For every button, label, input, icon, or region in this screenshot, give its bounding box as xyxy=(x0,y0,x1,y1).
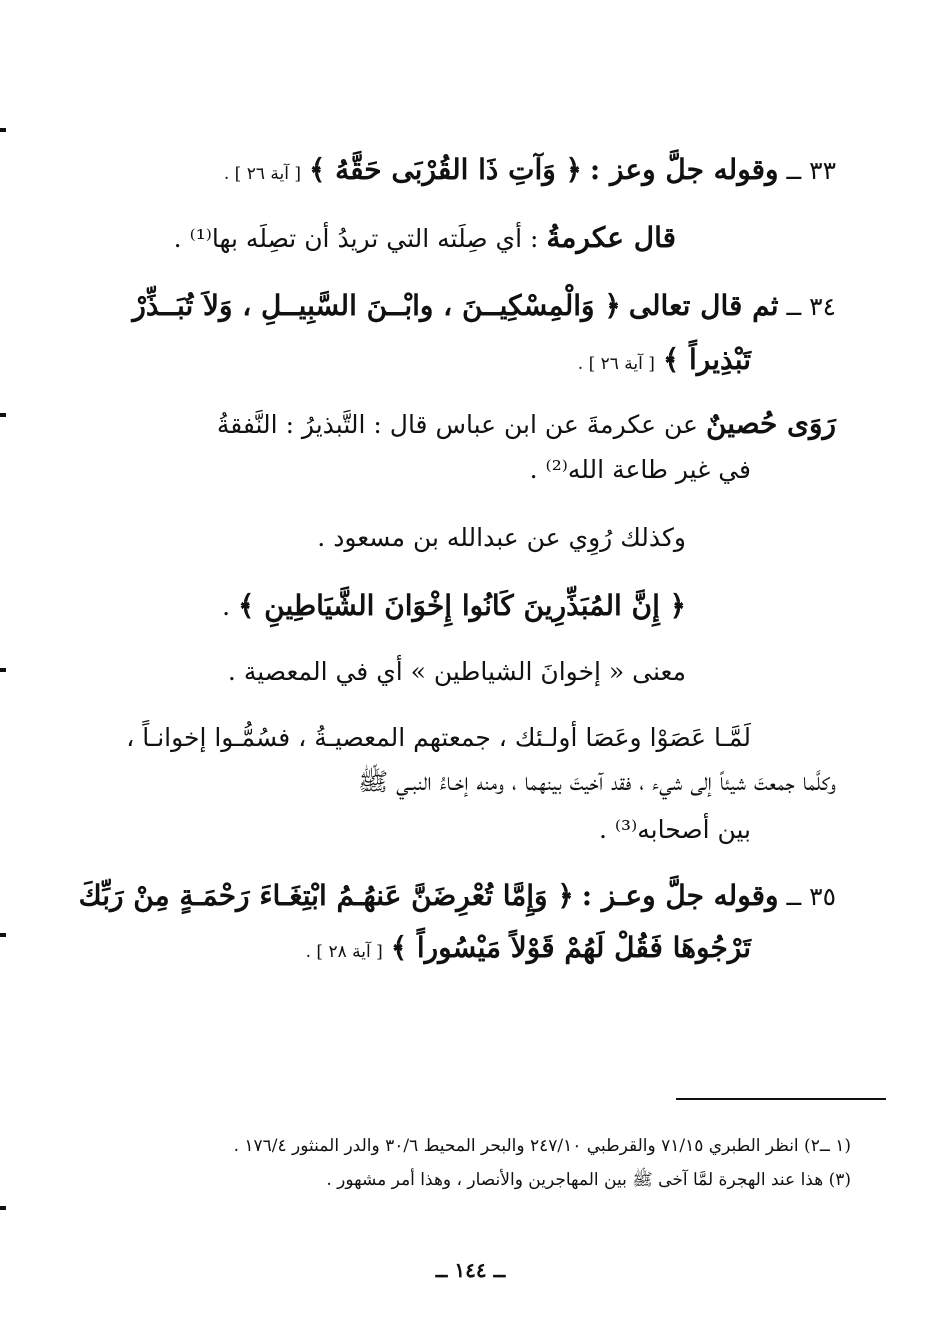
scan-edge-mark xyxy=(0,1206,6,1210)
verse-ref: [ آية ٢٨ ] . xyxy=(305,942,383,962)
husain-line xyxy=(217,404,836,445)
verse-35-line xyxy=(79,876,836,917)
commentary-text: لَمَّـا عَصَوْا وعَصَا أولـئك ، جمعتهم المعصيـةُ ، فسُمُّـوا إخوانـاً ، xyxy=(126,723,751,752)
commentary-text: في غير طاعة الله⁽²⁾ . xyxy=(529,455,751,484)
commentary-text: عن عكرمةَ عن ابن عباس قال : التَّبذيرُ : النَّفقةُ xyxy=(216,410,698,439)
quran-quote: تَرْجُوهَا فَقُلْ لَهُمْ قَوْلاً مَيْسُوراً ﴾ xyxy=(390,931,751,964)
item-number: ٣٣ ــ xyxy=(786,156,836,185)
verse-ref: [ آية ٢٦ ] . xyxy=(223,164,301,184)
lead-phrase: وقوله جلَّ وعز : xyxy=(589,153,779,186)
verse-ref: [ آية ٢٦ ] . xyxy=(577,354,655,374)
footnote-text: (١ ــ٢) انظر الطبري ٧١/١٥ والقرطبي ٢٤٧/١٠ والبحر المحيط ٣٠/٦ والدر المنثور ١٧٦/٤ . xyxy=(233,1136,851,1156)
ikrima-line xyxy=(174,218,676,259)
scan-edge-mark xyxy=(0,933,6,937)
verse-35-cont xyxy=(306,928,751,972)
lead-phrase: ثم قال تعالى xyxy=(628,289,779,322)
paragraph-line-2 xyxy=(358,762,836,802)
quran-quote: ﴿ وَالْمِسْكِيــنَ ، وابْــنَ السَّبِيــلِ ، وَلاَ تُبَــذِّرْ xyxy=(132,289,621,322)
footnote-text: (٣) هذا عند الهجرة لمَّا آخى ﷺ بين المهاجرين والأنصار ، وهذا أمر مشهور . xyxy=(326,1170,851,1190)
punctuation: . xyxy=(222,592,231,621)
footnote-rule xyxy=(676,1098,886,1100)
verse-34-line xyxy=(132,286,836,327)
commentary-text: بين أصحابه⁽³⁾ . xyxy=(599,815,751,844)
scan-edge-mark xyxy=(0,128,6,132)
commentary-text: : أي صِلَته التي تريدُ أن تصِلَه بها⁽¹⁾ . xyxy=(173,224,539,253)
quran-quote: ﴿ إِنَّ المُبَذِّرِينَ كَانُوا إِخْوَانَ الشَّيَاطِينِ ﴾ xyxy=(237,589,686,622)
lead-phrase: وقوله جلَّ وعـز : xyxy=(581,879,779,912)
ibn-masud-line xyxy=(317,518,686,558)
commentary-text: وكلَّما جمعتَ شيئاً إلى شيء ، فقد آخيتَ بينهما ، ومنه إخـاءُ النبـي ﷺ xyxy=(358,767,836,796)
paragraph-line-3 xyxy=(599,810,751,850)
scan-edge-mark xyxy=(0,413,6,417)
narrator: قال عكرمةُ xyxy=(546,221,676,254)
commentary-text: معنى « إخوانَ الشياطين » أي في المعصية . xyxy=(227,657,686,686)
scan-edge-mark xyxy=(0,668,6,672)
footnote-1 xyxy=(234,1132,851,1160)
verse-34-cont xyxy=(578,340,751,384)
item-number: ٣٥ ــ xyxy=(786,882,836,911)
commentary-text: وكذلك رُوِي عن عبدالله بن مسعود . xyxy=(317,523,686,552)
meaning-line xyxy=(228,652,686,692)
narrator: رَوَى حُصينٌ xyxy=(705,407,836,440)
item-number: ٣٤ ــ xyxy=(786,292,836,321)
verse-quote-line xyxy=(222,586,686,627)
footnote-2 xyxy=(326,1166,851,1194)
paragraph-line-1 xyxy=(126,718,751,758)
quran-quote: تَبْذِيراً ﴾ xyxy=(662,343,751,376)
commentary-cont xyxy=(530,450,751,490)
verse-33-line xyxy=(224,150,836,194)
page-number: ــ ١٤٤ ــ xyxy=(435,1258,506,1282)
quran-quote: ﴿ وَإِمَّا تُعْرِضَنَّ عَنهُـمُ ابْتِغَـاءَ رَحْمَـةٍ مِنْ رَبِّكَ xyxy=(78,879,574,912)
quran-quote: ﴿ وَآتِ ذَا القُرْبَى حَقَّهُ ﴾ xyxy=(308,153,582,186)
